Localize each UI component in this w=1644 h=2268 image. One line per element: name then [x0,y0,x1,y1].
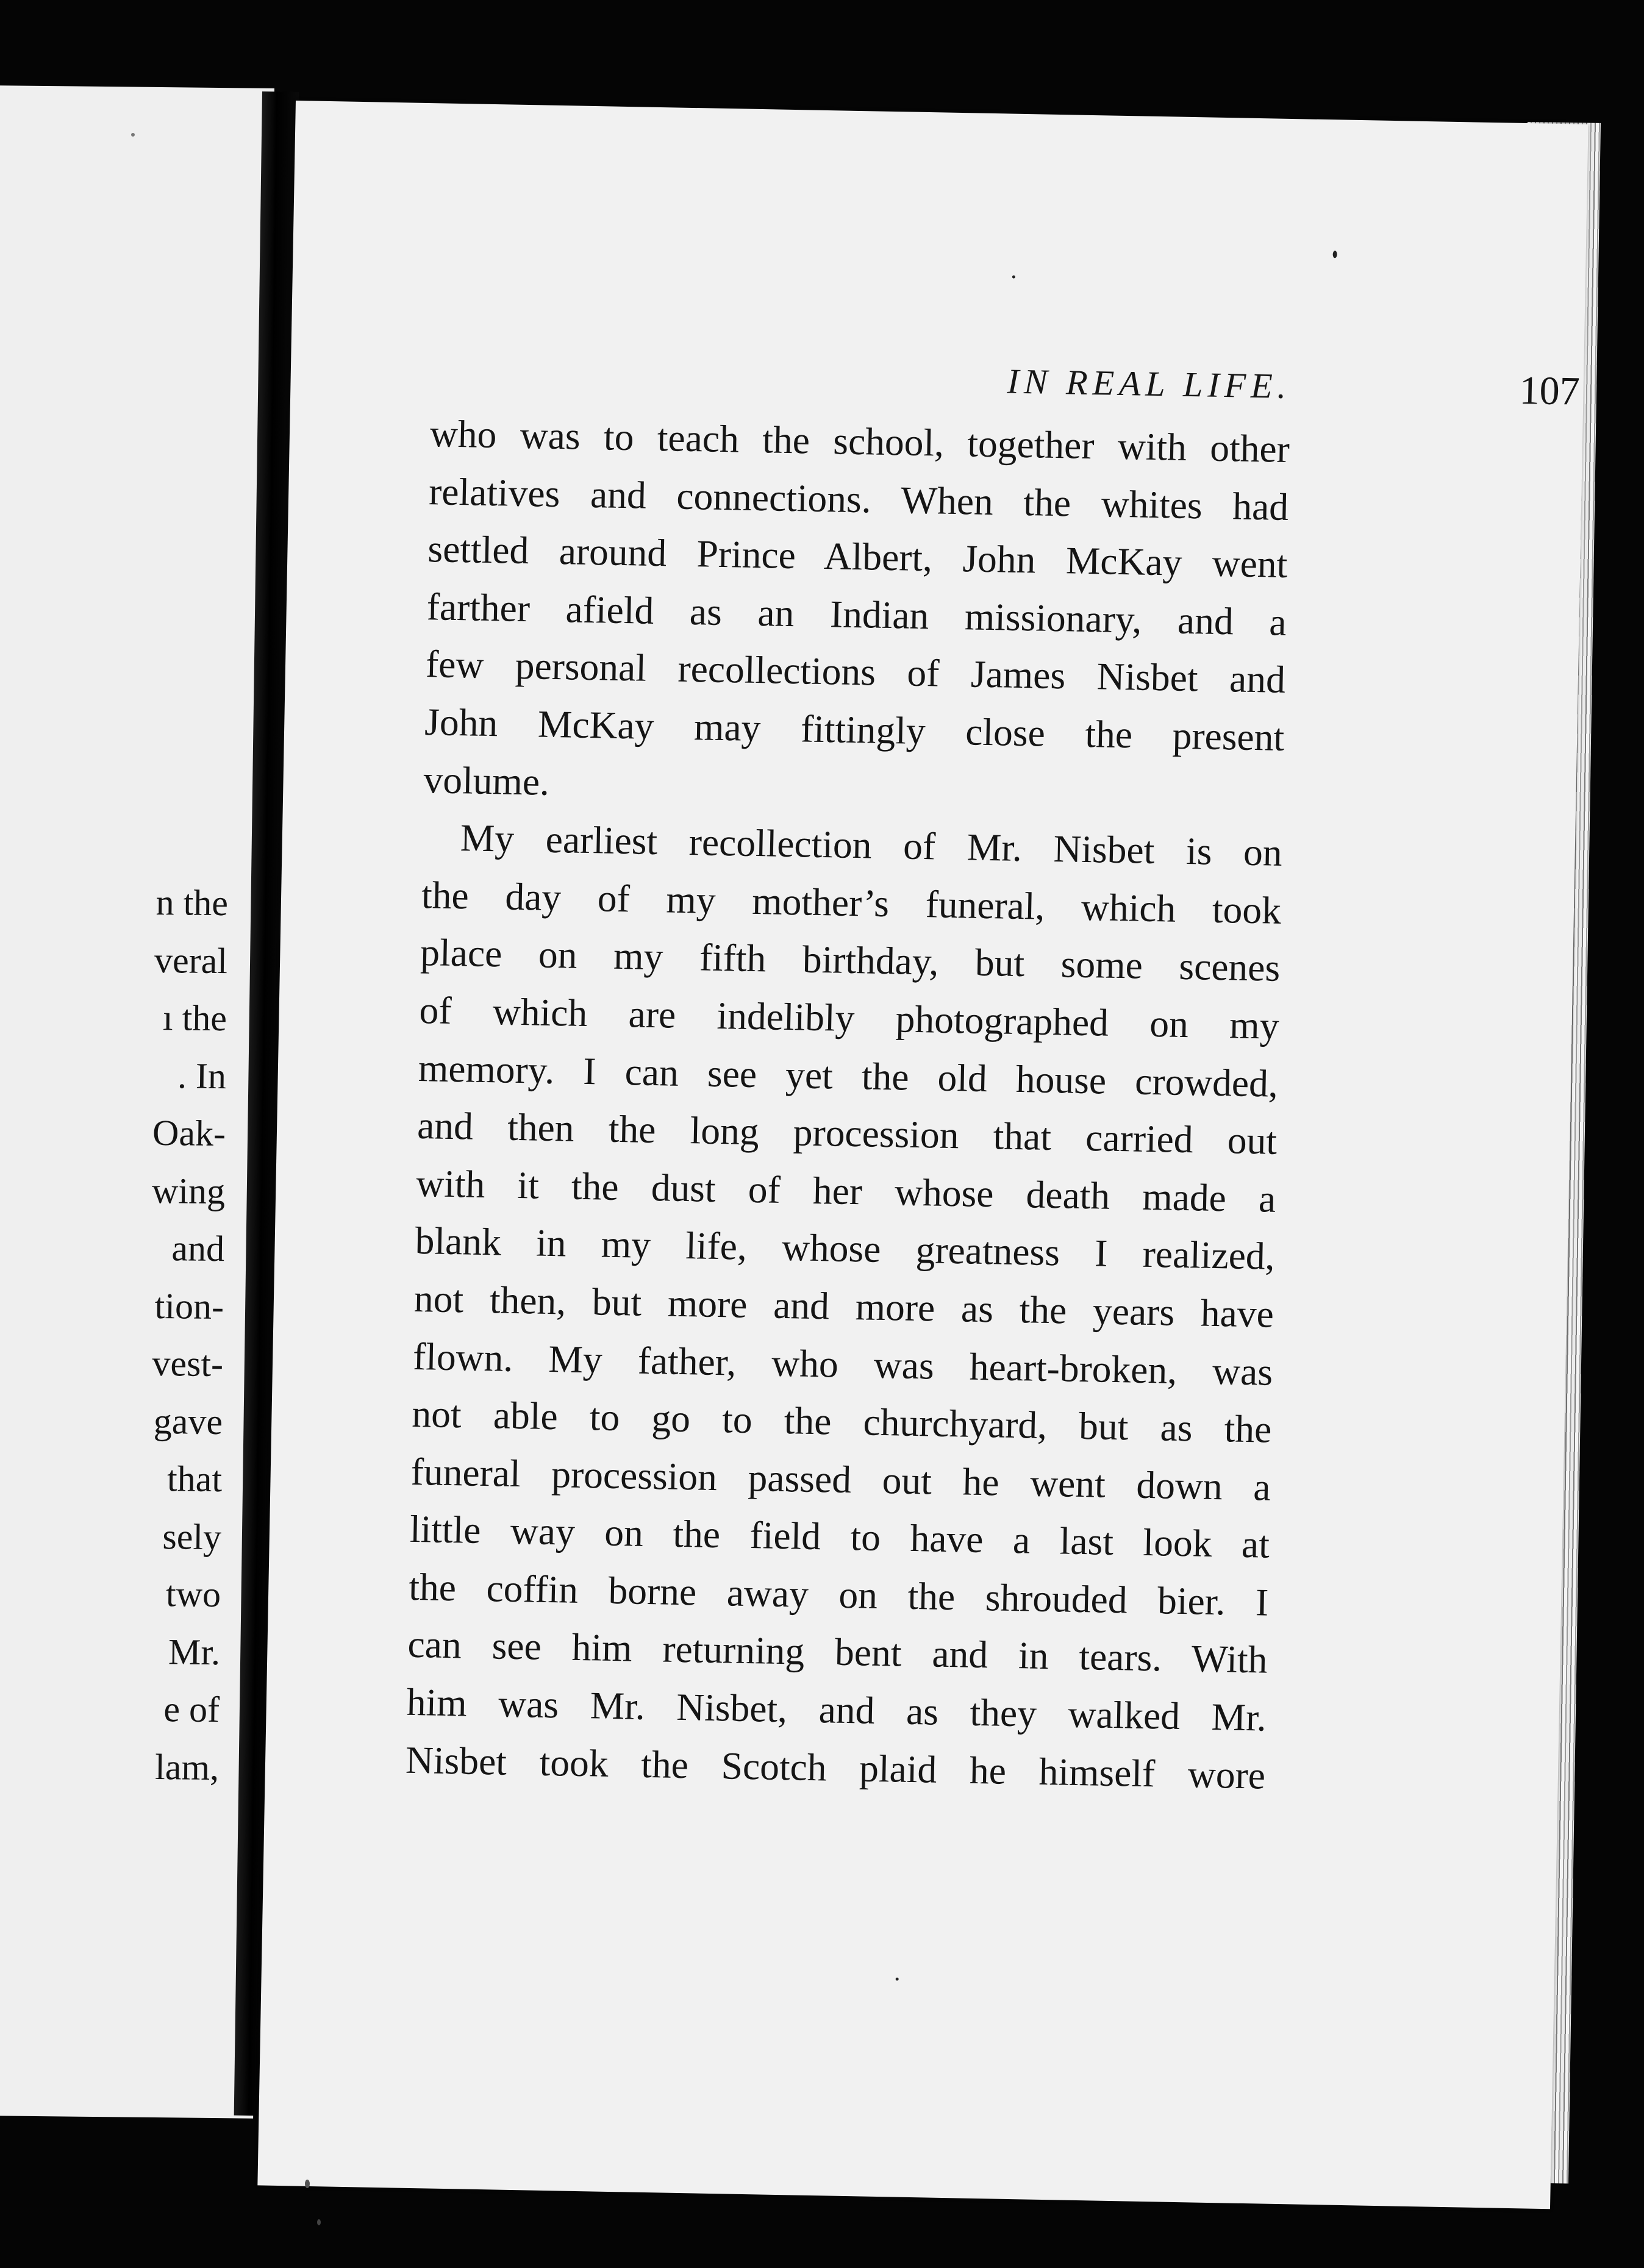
scan-speck [317,2219,321,2225]
left-fragment: tion- [154,1285,224,1327]
text-line: not then, but more and more as the years have [413,1276,1274,1336]
left-fragment: two [165,1574,221,1615]
text-line: memory. I can see yet the old house crowded, [418,1046,1279,1105]
left-fragment: veral [154,940,228,981]
text-line: the coffin borne away on the shrouded bier. I [408,1564,1269,1624]
text-line: settled around Prince Albert, John McKay went [427,527,1288,587]
left-fragment: lam, [154,1746,220,1788]
main-page [257,101,1588,2209]
text-line: who was to teach the school, together with other [429,412,1290,471]
page-number: 107 [1518,368,1581,414]
left-fragment: e of [163,1689,220,1730]
text-line: the day of my mother’s funeral, which took [421,872,1282,932]
left-fragment: Mr. [168,1631,221,1672]
scan-speck [1333,251,1337,258]
text-line: little way on the field to have a last look at [409,1507,1270,1566]
left-fragment: gave [153,1400,223,1442]
left-fragment: that [166,1458,223,1500]
left-fragment: vest- [152,1343,224,1385]
paragraph [405,808,1282,1805]
text-line: few personal recollections of James Nisbet and [425,642,1286,702]
text-line: can see him returning bent and in tears. With [407,1622,1268,1682]
text-line: with it the dust of her whose death made a [415,1161,1276,1221]
text-line: relatives and connections. When the whites had [428,469,1289,529]
paragraph [423,405,1290,824]
scan-speck [131,133,135,137]
text-line: Nisbet took the Scotch plaid he himself wore [405,1738,1266,1797]
text-line: of which are indelibly photographed on my [419,988,1280,1047]
scan-speck [305,2180,310,2188]
left-fragment: ı the [162,997,227,1039]
text-line: place on my fifth birthday, but some scenes [420,930,1281,990]
scan-speck [896,1978,899,1981]
text-line: funeral procession passed out he went down a [410,1449,1271,1509]
text-line: and then the long procession that carried out [416,1104,1278,1163]
text-line: John McKay may fittingly close the present [424,700,1285,759]
text-line: farther afield as an Indian missionary, and a [426,584,1287,644]
scan-speck [1012,276,1015,279]
left-fragment: . In [177,1055,227,1096]
text-line: him was Mr. Nisbet, and as they walked Mr. [406,1680,1267,1739]
body-text [405,405,1290,1805]
left-fragment: n the [155,882,229,924]
left-fragment: and [171,1228,225,1269]
left-page [0,85,274,2119]
text-line: volume. [423,757,550,804]
text-line: not able to go to the churchyard, but as the [411,1391,1272,1451]
text-line: flown. My father, who was heart-broken, was [412,1334,1273,1394]
left-page-text-fragments [0,872,228,1796]
left-fragment: Oak- [152,1112,226,1154]
left-fragment: sely [162,1516,222,1557]
text-line: My earliest recollection of Mr. Nisbet is on [460,816,1283,875]
left-fragment: wing [151,1170,226,1211]
text-line: blank in my life, whose greatness I realized, [415,1219,1276,1278]
running-head: IN REAL LIFE. [1007,361,1292,406]
